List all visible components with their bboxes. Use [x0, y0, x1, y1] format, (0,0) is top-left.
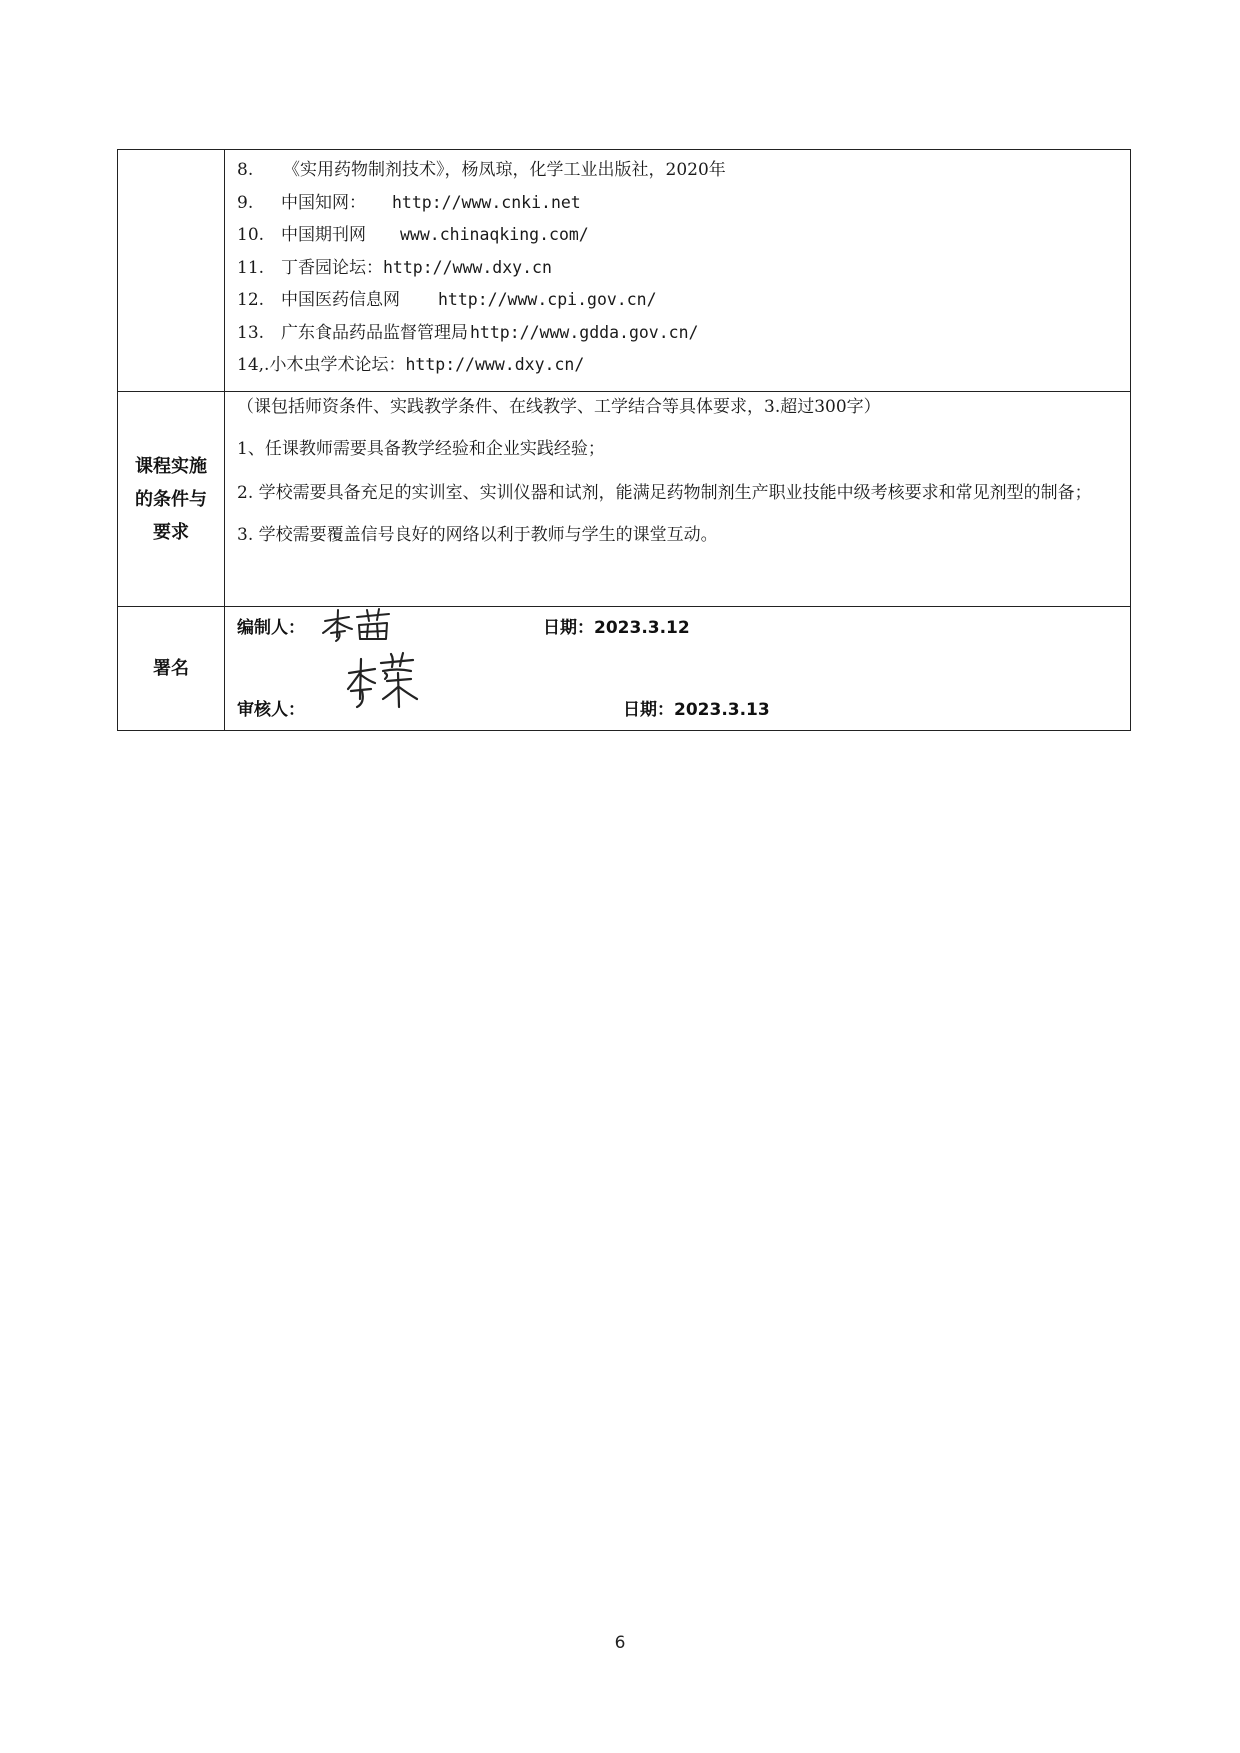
- conditions-label-cell: [118, 392, 225, 607]
- reference-url: http://www.cpi.gov.cn/: [438, 290, 657, 309]
- reference-url: http://www.cnki.net: [392, 192, 581, 212]
- signature-label-cell: [118, 607, 225, 731]
- reference-number: 14,.: [237, 355, 270, 375]
- reference-number: 9.: [237, 192, 254, 213]
- reference-item-8: [237, 154, 1120, 187]
- reference-name: 广东食品药品监督管理局: [281, 322, 468, 343]
- signature-row: [118, 607, 1131, 731]
- reference-text: 《实用药物制剂技术》，杨凤琼，化学工业出版社，2020年: [283, 160, 726, 180]
- reference-name: 丁香园论坛：: [281, 257, 383, 278]
- reference-url: http://www.dxy.cn: [383, 257, 552, 277]
- reference-item-10: [237, 219, 1120, 252]
- reference-name: 中国医药信息网: [281, 290, 400, 310]
- reference-number: 10.: [237, 225, 265, 245]
- signature-label: 署名: [153, 658, 189, 679]
- compiler-label: 编制人：: [237, 618, 305, 638]
- reference-name: 小木虫学术论坛：: [269, 355, 406, 375]
- references-row: [118, 150, 1131, 392]
- reviewer-signature-image: [345, 651, 421, 713]
- reference-url: www.chinaqking.com/: [400, 225, 589, 244]
- reference-item-9: [237, 187, 1120, 220]
- signature-content-cell: [225, 607, 1131, 731]
- reviewer-date: 日期：2023.3.13: [623, 700, 770, 720]
- compiler-signature-image: [319, 607, 411, 643]
- compiler-date: 日期：2023.3.12: [543, 618, 690, 638]
- reference-number: 8.: [237, 160, 254, 180]
- signature-block: [237, 607, 1120, 729]
- reference-number: 12.: [237, 290, 265, 310]
- conditions-content-cell: [225, 392, 1131, 607]
- reference-url: http://www.dxy.cn/: [405, 355, 585, 374]
- reference-item-13: [237, 317, 1120, 350]
- condition-item-1: 1、任课教师需要具备教学经验和企业实践经验；: [237, 439, 605, 459]
- references-content-cell: [225, 150, 1131, 392]
- conditions-label-line2: 的条件与: [135, 488, 207, 510]
- reference-item-14: [237, 349, 1120, 382]
- conditions-row: [118, 392, 1131, 607]
- reference-item-11: [237, 252, 1120, 285]
- conditions-note: （课包括师资条件、实践教学条件、在线教学、工学结合等具体要求，3.超过300字）: [237, 397, 881, 417]
- conditions-label-line1: 课程实施: [135, 455, 207, 477]
- reference-url: http://www.gdda.gov.cn/: [470, 322, 699, 342]
- reference-number: 11.: [237, 257, 265, 278]
- conditions-label-line3: 要求: [153, 521, 189, 543]
- reference-item-12: [237, 284, 1120, 317]
- reference-name: 中国期刊网: [281, 225, 366, 245]
- condition-item-2: 2. 学校需要具备充足的实训室、实训仪器和试剂，能满足药物制剂生产职业技能中级考核要求和常见剂型的制备；: [237, 483, 1092, 503]
- condition-item-3: 3. 学校需要覆盖信号良好的网络以利于教师与学生的课堂互动。: [237, 525, 718, 545]
- reviewer-label: 审核人：: [237, 700, 305, 720]
- page-number: 6: [614, 1633, 626, 1653]
- reference-name: 中国知网：: [281, 192, 366, 213]
- reference-list: [237, 150, 1120, 390]
- reference-number: 13.: [237, 322, 265, 343]
- course-info-table: [117, 149, 1131, 731]
- references-label-cell: [118, 150, 225, 392]
